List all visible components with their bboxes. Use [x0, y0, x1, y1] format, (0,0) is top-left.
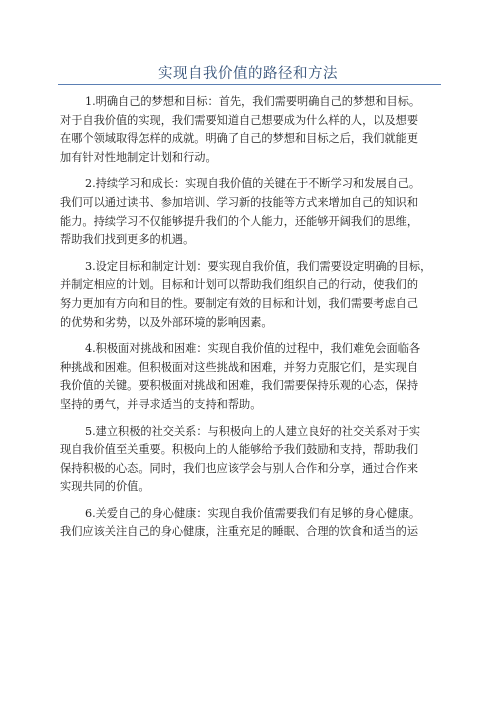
document-title: 实现自我价值的路径和方法	[158, 66, 338, 82]
paragraph-line: 现自我价值至关重要。积极向上的人能够给予我们鼓励和支持，帮助我们	[60, 443, 419, 457]
title-underline	[58, 84, 441, 85]
paragraph-line: 种挑战和困难。但积极面对这些挑战和困难，并努力克服它们，是实现自	[60, 360, 419, 374]
paragraph-line: 我们应该关注自己的身心健康，注重充足的睡眠、合理的饮食和适当的运	[60, 525, 419, 539]
paragraph-line: 在哪个领域取得怎样的成就。明确了自己的梦想和目标之后，我们就能更	[60, 132, 419, 146]
paragraph-line: 能力。持续学习不仅能够提升我们的个人能力，还能够开阔我们的思维，	[60, 214, 419, 228]
paragraph-line: 对于自我价值的实现，我们需要知道自己想要成为什么样的人，以及想要	[60, 113, 419, 127]
paragraph-line: 1.明确自己的梦想和目标：首先，我们需要明确自己的梦想和目标。	[85, 95, 421, 108]
paragraph-line: 加有针对性地制定计划和行动。	[60, 150, 217, 164]
paragraph-4	[60, 340, 443, 414]
paragraph-line: 实现共同的价值。	[60, 480, 150, 494]
paragraph-line: 我价值的关键。要积极面对挑战和困难，我们需要保持乐观的心态，保持	[60, 379, 419, 393]
paragraph-line: 我们可以通过读书、参加培训、学习新的技能等方式来增加自己的知识和	[60, 195, 419, 209]
paragraph-line: 5.建立积极的社交关系：与积极向上的人建立良好的社交关系对于实	[85, 424, 421, 438]
paragraph-line: 的优势和劣势，以及外部环境的影响因素。	[60, 315, 273, 329]
paragraph-line: 努力更加有方向和目的性。要制定有效的目标和计划，我们需要考虑自己	[60, 296, 419, 310]
paragraph-line: 帮助我们找到更多的机遇。	[60, 233, 195, 247]
paragraph-line: 3.设定目标和制定计划：要实现自我价值，我们需要设定明确的目标，	[85, 259, 432, 273]
paragraph-line: 4.积极面对挑战和困难：实现自我价值的过程中，我们难免会面临各	[85, 342, 421, 356]
paragraph-line: 并制定相应的计划。目标和计划可以帮助我们组织自己的行动，使我们的	[60, 278, 419, 292]
paragraph-line: 6.关爱自己的身心健康：实现自我价值需要我们有足够的身心健康。	[85, 506, 421, 520]
document-body	[60, 93, 443, 550]
paragraph-2	[60, 175, 443, 249]
paragraph-1	[60, 93, 443, 167]
paragraph-5	[60, 423, 443, 497]
paragraph-line: 保持积极的心态。同时，我们也应该学会与别人合作和分享，通过合作来	[60, 461, 419, 475]
paragraph-6	[60, 505, 443, 542]
paragraph-line: 坚持的勇气，并寻求适当的支持和帮助。	[60, 397, 262, 411]
paragraph-3	[60, 258, 443, 332]
paragraph-line: 2.持续学习和成长：实现自我价值的关键在于不断学习和发展自己。	[85, 177, 421, 191]
